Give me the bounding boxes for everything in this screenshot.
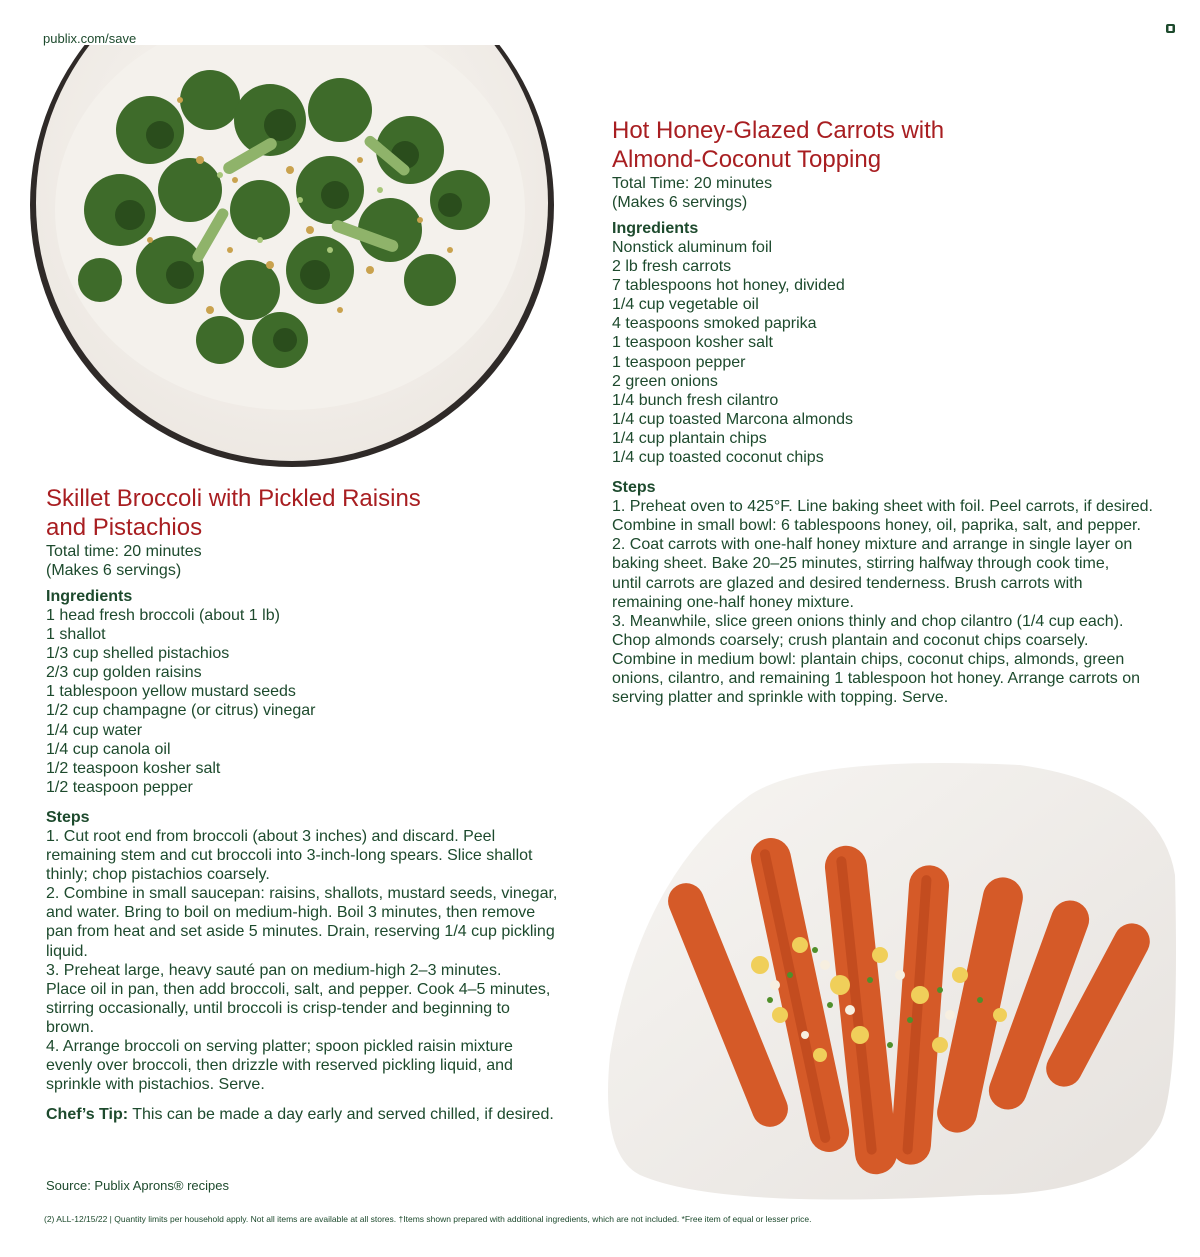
step-line: remaining one-half honey mixture. <box>612 593 854 611</box>
ingredient-item: 1/4 cup toasted Marcona almonds <box>612 410 854 428</box>
ingredient-item: 2 lb fresh carrots <box>612 258 732 276</box>
step-line: stirring occasionally, until broccoli is crisp-tender and beginning to <box>46 999 510 1017</box>
ingredient-item: 4 teaspoons smoked paprika <box>612 315 817 333</box>
broccoli-title-line-2: and Pistachios <box>46 514 203 541</box>
carrot-steps <box>612 497 1172 707</box>
chefs-tip-text: This can be made a day early and served chilled, if desired. <box>128 1106 554 1124</box>
ingredient-item: 2 green onions <box>612 372 718 390</box>
ingredient-item: 1/4 cup canola oil <box>46 740 171 758</box>
broccoli-servings: (Makes 6 servings) <box>46 562 182 579</box>
step-line: 3. Preheat large, heavy sauté pan on medium-high 2–3 minutes. <box>46 961 502 979</box>
broccoli-steps-heading: Steps <box>46 808 90 826</box>
step-line: sprinkle with pistachios. Serve. <box>46 1076 265 1094</box>
carrot-recipe-title <box>612 116 1172 174</box>
step-line: remaining stem and cut broccoli into 3-inch-long spears. Slice shallot <box>46 847 533 865</box>
step-line: Chop almonds coarsely; crush plantain and coconut chips coarsely. <box>612 631 1089 649</box>
carrot-title-line-1: Hot Honey-Glazed Carrots with <box>612 117 945 144</box>
step-line: serving platter and sprinkle with topping. Serve. <box>612 689 949 707</box>
broccoli-ingredients-heading: Ingredients <box>46 588 133 605</box>
ingredient-item: 2/3 cup golden raisins <box>46 664 202 682</box>
ingredient-item: 1/3 cup shelled pistachios <box>46 645 230 663</box>
step-line: 1. Cut root end from broccoli (about 3 inches) and discard. Peel <box>46 827 496 845</box>
carrot-ingredients-list <box>612 238 1172 467</box>
carrot-steps-heading: Steps <box>612 479 656 497</box>
broccoli-recipe <box>46 484 586 1124</box>
ingredient-item: 7 tablespoons hot honey, divided <box>612 277 845 295</box>
step-line: Place oil in pan, then add broccoli, salt, and pepper. Cook 4–5 minutes, <box>46 980 551 998</box>
broccoli-title-line-1: Skillet Broccoli with Pickled Raisins <box>46 485 421 512</box>
ingredient-item: Nonstick aluminum foil <box>612 239 773 256</box>
carrot-dish-photo <box>600 755 1180 1215</box>
carrot-ingredients-heading: Ingredients <box>612 220 699 237</box>
recipe-source: Source: Publix Aprons® recipes <box>46 1178 230 1193</box>
ingredient-item: 1 tablespoon yellow mustard seeds <box>46 683 296 701</box>
step-line: thinly; chop pistachios coarsely. <box>46 866 270 884</box>
step-line: pan from heat and set aside 5 minutes. Drain, reserving 1/4 cup pickling <box>46 923 555 941</box>
step-line: 4. Arrange broccoli on serving platter; spoon pickled raisin mixture <box>46 1037 513 1055</box>
carrot-title-line-2: Almond-Coconut Topping <box>612 146 882 173</box>
ingredient-item: 1/4 cup toasted coconut chips <box>612 449 824 467</box>
step-line: Combine in small bowl: 6 tablespoons honey, oil, paprika, salt, and pepper. <box>612 517 1141 535</box>
carrot-servings: (Makes 6 servings) <box>612 194 748 211</box>
ingredient-item: 1/2 cup champagne (or citrus) vinegar <box>46 702 316 720</box>
broccoli-steps <box>46 827 586 1094</box>
ingredient-item: 1/4 cup plantain chips <box>612 429 767 447</box>
step-line: and water. Bring to boil on medium-high. Boil 3 minutes, then remove <box>46 904 536 922</box>
step-line: brown. <box>46 1018 95 1036</box>
site-url[interactable]: publix.com/save <box>43 31 137 46</box>
broccoli-ingredients-list <box>46 606 586 797</box>
carrot-recipe-header <box>612 116 1172 707</box>
legal-footer: (2) ALL-12/15/22 | Quantity limits per household apply. Not all items are available at all stores. †Items shown prepared with additional ingredients, which are not included. *Free item of equal or lesser price. <box>44 1214 812 1224</box>
ingredient-item: 1 teaspoon pepper <box>612 353 746 371</box>
broccoli-recipe-title <box>46 484 586 542</box>
ingredient-item: 1/4 bunch fresh cilantro <box>612 391 779 409</box>
broccoli-total-time: Total time: 20 minutes <box>46 543 202 560</box>
step-line: evenly over broccoli, then drizzle with reserved pickling liquid, and <box>46 1057 513 1075</box>
ingredient-item: 1 shallot <box>46 626 106 644</box>
ingredient-item: 1/4 cup water <box>46 721 143 739</box>
step-line: baking sheet. Bake 20–25 minutes, stirring halfway through cook time, <box>612 555 1110 573</box>
publix-logo <box>1166 24 1175 33</box>
step-line: until carrots are glazed and desired tenderness. Brush carrots with <box>612 574 1083 592</box>
step-line: Combine in medium bowl: plantain chips, coconut chips, almonds, green <box>612 650 1125 668</box>
chefs-tip <box>46 1105 586 1124</box>
step-line: 3. Meanwhile, slice green onions thinly and chop cilantro (1/4 cup each). <box>612 612 1124 630</box>
ingredient-item: 1 head fresh broccoli (about 1 lb) <box>46 607 280 624</box>
ingredient-item: 1 teaspoon kosher salt <box>612 334 773 352</box>
step-line: onions, cilantro, and remaining 1 tablespoon hot honey. Arrange carrots on <box>612 669 1141 687</box>
ingredient-item: 1/2 teaspoon kosher salt <box>46 759 221 777</box>
chefs-tip-label: Chef’s Tip: <box>46 1106 129 1124</box>
step-line: 1. Preheat oven to 425°F. Line baking sheet with foil. Peel carrots, if desired. <box>612 498 1153 516</box>
step-line: liquid. <box>46 942 88 960</box>
step-line: 2. Coat carrots with one-half honey mixture and arrange in single layer on <box>612 536 1133 554</box>
carrot-total-time: Total Time: 20 minutes <box>612 175 773 192</box>
step-line: 2. Combine in small saucepan: raisins, shallots, mustard seeds, vinegar, <box>46 885 558 903</box>
ingredient-item: 1/4 cup vegetable oil <box>612 296 759 314</box>
ingredient-item: 1/2 teaspoon pepper <box>46 778 193 796</box>
broccoli-dish-photo <box>30 40 560 480</box>
